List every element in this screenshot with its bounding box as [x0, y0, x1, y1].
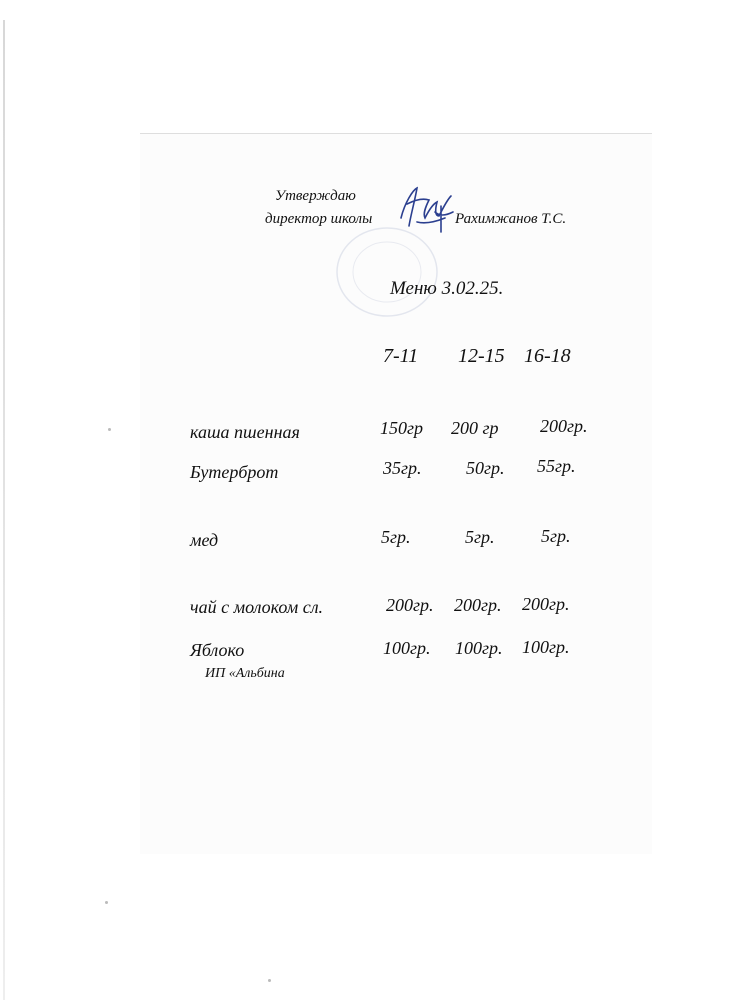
portion-value: 5гр. — [465, 527, 495, 547]
age-group-header: 16-18 — [524, 345, 571, 367]
approval-position: директор школы — [265, 211, 373, 227]
scan-speck — [268, 979, 271, 982]
menu-item-name: Яблоко — [190, 640, 245, 660]
age-group-header: 12-15 — [458, 345, 505, 367]
menu-item-name: каша пшенная — [190, 422, 300, 442]
sheet-top-edge — [140, 133, 652, 134]
approval-label: Утверждаю — [275, 188, 356, 204]
director-signature — [395, 182, 457, 240]
portion-value: 200гр. — [386, 595, 434, 615]
portion-value: 50гр. — [466, 458, 505, 478]
scan-speck — [105, 901, 108, 904]
portion-value: 100гр. — [455, 638, 503, 658]
scan-speck — [108, 428, 111, 431]
portion-value: 100гр. — [383, 638, 431, 658]
portion-value: 100гр. — [522, 637, 570, 657]
menu-title: Меню 3.02.25. — [390, 278, 504, 299]
approver-name: Рахимжанов Т.С. — [455, 211, 567, 227]
supplier-note: ИП «Альбина — [205, 666, 285, 681]
scan-edge — [3, 20, 5, 1000]
portion-value: 55гр. — [537, 456, 576, 476]
portion-value: 200гр. — [540, 416, 588, 436]
age-group-header: 7-11 — [383, 345, 419, 367]
portion-value: 5гр. — [541, 526, 571, 546]
portion-value: 200 гр — [451, 418, 499, 438]
menu-item-name: чай с молоком сл. — [190, 597, 324, 617]
portion-value: 150гр — [380, 418, 424, 438]
portion-value: 200гр. — [522, 594, 570, 614]
menu-item-name: Бутерброт — [190, 462, 279, 482]
portion-value: 200гр. — [454, 595, 502, 615]
portion-value: 35гр. — [383, 458, 422, 478]
portion-value: 5гр. — [381, 527, 411, 547]
menu-item-name: мед — [190, 530, 219, 550]
